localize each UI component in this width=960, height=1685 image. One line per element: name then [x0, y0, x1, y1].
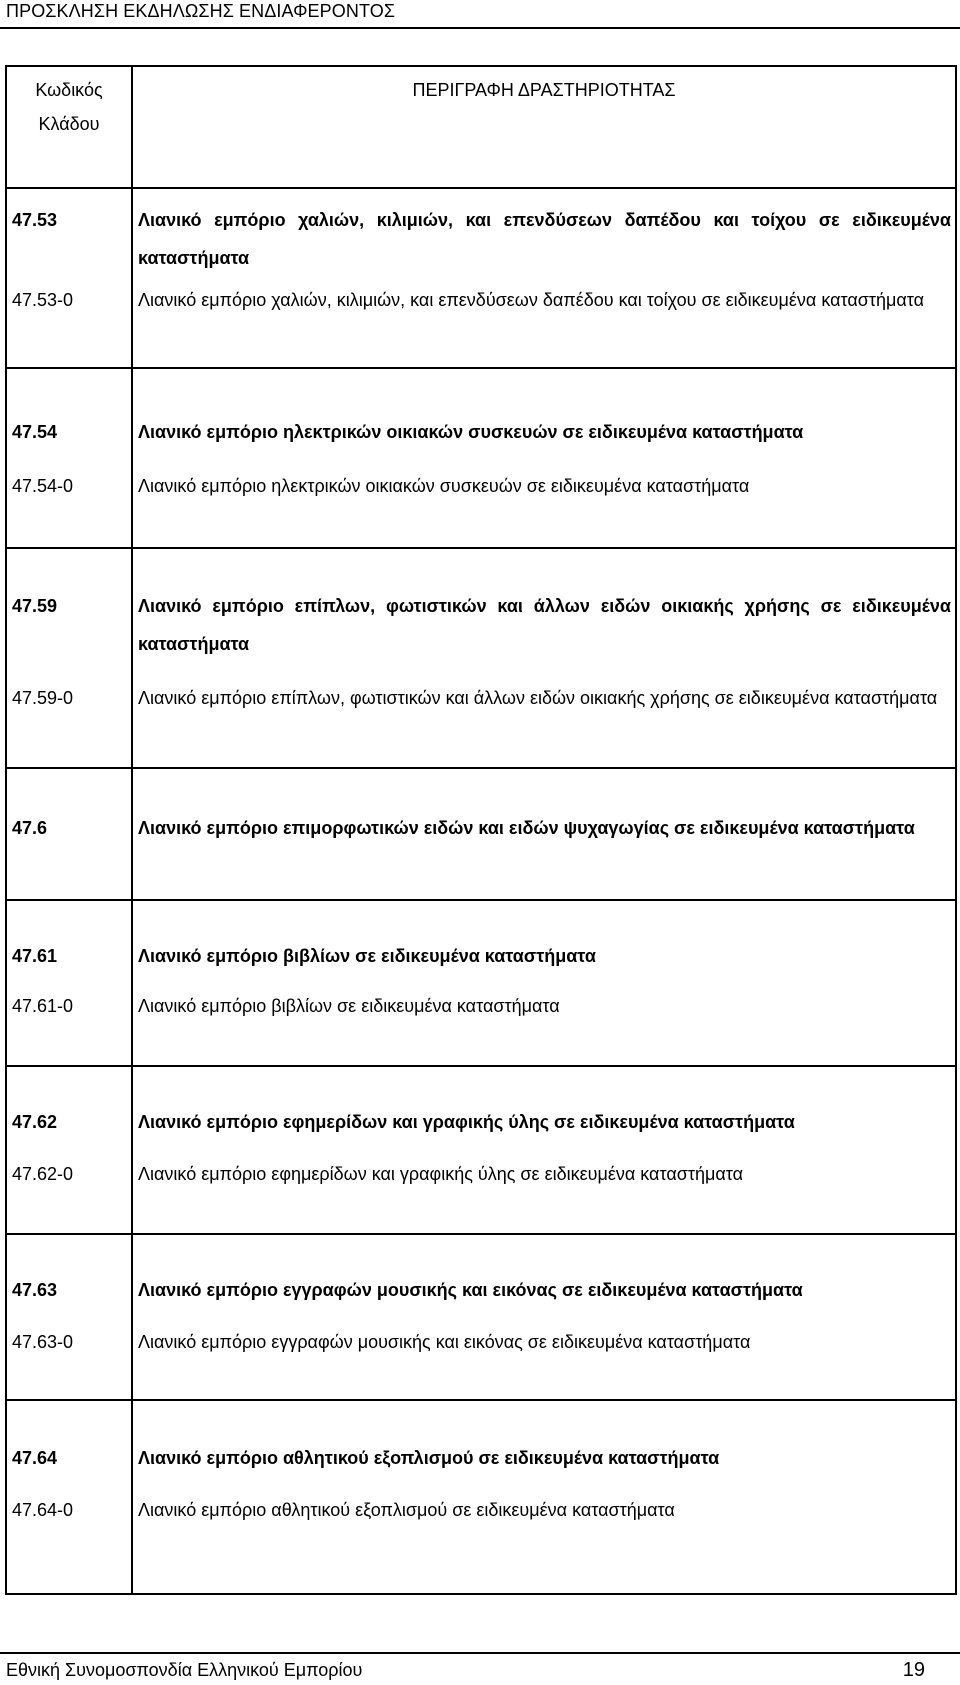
activity-subcode: 47.63-0	[12, 1332, 74, 1352]
row-divider	[7, 767, 955, 769]
activity-subcode: 47.53-0	[12, 290, 74, 310]
activity-subcode: 47.59-0	[12, 688, 74, 708]
activity-code: 47.62	[12, 1112, 58, 1132]
page-header-title: ΠΡΟΣΚΛΗΣΗ ΕΚΔΗΛΩΣΗΣ ΕΝΔΙΑΦΕΡΟΝΤΟΣ	[6, 1, 396, 21]
activity-subdescription: Λιανικό εμπόριο επίπλων, φωτιστικών και άλλων ειδών οικιακής χρήσης σε ειδικευμένα καταστήματα	[138, 688, 938, 708]
column-header-code-line1: Κωδικός	[35, 80, 103, 100]
activity-description: Λιανικό εμπόριο εφημερίδων και γραφικής ύλης σε ειδικευμένα καταστήματα	[138, 1112, 795, 1132]
activity-code: 47.54	[12, 422, 58, 442]
activity-description: Λιανικό εμπόριο επίπλων, φωτιστικών και άλλων ειδών οικιακής χρήσης σε ειδικευμένα καταστήματα	[138, 596, 951, 654]
column-header-description: ΠΕΡΙΓΡΑΦΗ ΔΡΑΣΤΗΡΙΟΤΗΤΑΣ	[412, 80, 676, 100]
page-footer	[0, 1652, 960, 1685]
activity-code: 47.63	[12, 1280, 58, 1300]
activity-subdescription: Λιανικό εμπόριο βιβλίων σε ειδικευμένα καταστήματα	[138, 996, 560, 1016]
row-divider	[7, 899, 955, 901]
activity-description: Λιανικό εμπόριο επιμορφωτικών ειδών και ειδών ψυχαγωγίας σε ειδικευμένα καταστήματα	[138, 818, 915, 838]
activity-code: 47.64	[12, 1448, 58, 1468]
activity-code: 47.53	[12, 210, 58, 230]
activity-code: 47.61	[12, 946, 58, 966]
activity-code: 47.59	[12, 596, 58, 616]
column-header-code-line2: Κλάδου	[38, 114, 100, 134]
activity-subdescription: Λιανικό εμπόριο αθλητικού εξοπλισμού σε ειδικευμένα καταστήματα	[138, 1500, 675, 1520]
page-number: 19	[902, 1659, 925, 1681]
activity-code: 47.6	[12, 818, 48, 838]
row-divider	[7, 1065, 955, 1067]
activity-subdescription: Λιανικό εμπόριο εγγραφών μουσικής και εικόνας σε ειδικευμένα καταστήματα	[138, 1332, 751, 1352]
activity-subdescription: Λιανικό εμπόριο χαλιών, κιλιμιών, και επενδύσεων δαπέδου και τοίχου σε ειδικευμένα καταστήματα	[138, 290, 925, 310]
activity-description: Λιανικό εμπόριο εγγραφών μουσικής και εικόνας σε ειδικευμένα καταστήματα	[138, 1280, 803, 1300]
row-divider	[7, 547, 955, 549]
activity-subcode: 47.62-0	[12, 1164, 74, 1184]
activity-subcode: 47.61-0	[12, 996, 74, 1016]
activity-description: Λιανικό εμπόριο βιβλίων σε ειδικευμένα καταστήματα	[138, 946, 596, 966]
row-divider	[7, 1233, 955, 1235]
footer-organization: Εθνική Συνομοσπονδία Ελληνικού Εμπορίου	[6, 1660, 363, 1680]
activity-subcode: 47.54-0	[12, 476, 74, 496]
activity-code-table	[5, 65, 957, 1595]
activity-description: Λιανικό εμπόριο χαλιών, κιλιμιών, και επενδύσεων δαπέδου και τοίχου σε ειδικευμένα καταστήματα	[138, 210, 951, 268]
activity-subcode: 47.64-0	[12, 1500, 74, 1520]
row-divider	[7, 1399, 955, 1401]
table-header-row	[7, 67, 955, 197]
column-divider	[131, 67, 133, 1593]
activity-description: Λιανικό εμπόριο αθλητικού εξοπλισμού σε ειδικευμένα καταστήματα	[138, 1448, 720, 1468]
activity-subdescription: Λιανικό εμπόριο εφημερίδων και γραφικής ύλης σε ειδικευμένα καταστήματα	[138, 1164, 743, 1184]
activity-description: Λιανικό εμπόριο ηλεκτρικών οικιακών συσκευών σε ειδικευμένα καταστήματα	[138, 422, 804, 442]
header-divider	[7, 187, 955, 189]
page-header	[0, 0, 960, 29]
row-divider	[7, 367, 955, 369]
activity-subdescription: Λιανικό εμπόριο ηλεκτρικών οικιακών συσκευών σε ειδικευμένα καταστήματα	[138, 476, 750, 496]
